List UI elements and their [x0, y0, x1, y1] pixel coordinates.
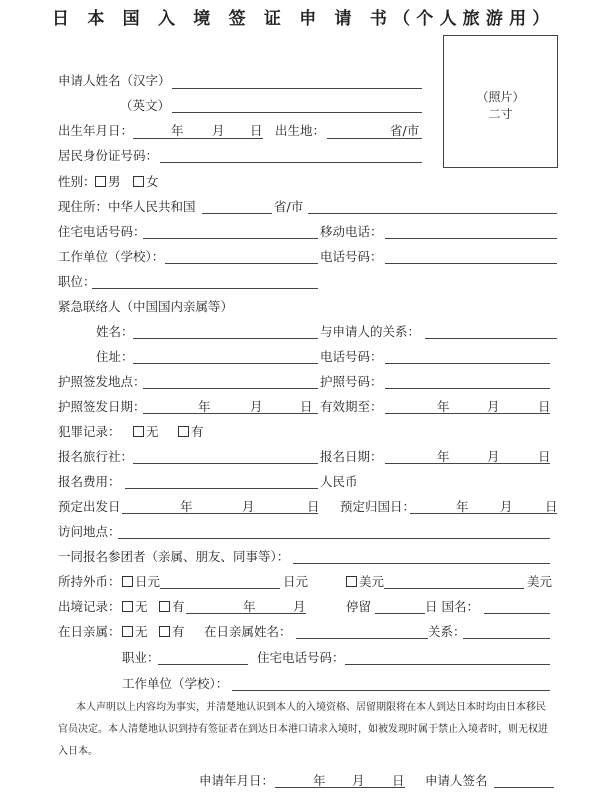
relative-job-field[interactable] [158, 664, 248, 665]
footer-apply-date-label: 申请年月日： [199, 773, 275, 788]
emergency-address-label: 住址： [96, 349, 134, 364]
home-phone-field[interactable] [143, 238, 318, 239]
unit-day: 日 [545, 499, 558, 514]
usd-option[interactable] [346, 574, 384, 590]
exit-have-option[interactable] [159, 599, 185, 615]
checkbox-icon [122, 601, 133, 612]
unit-year: 年 [437, 399, 450, 414]
stay-day-country-label: 日 国名： [425, 599, 479, 614]
unit-month: 月 [250, 399, 263, 414]
relative-name-label: 在日亲属姓名： [204, 624, 292, 639]
name-cn-label: 申请人姓名（汉字） [58, 73, 171, 88]
country-field[interactable] [484, 613, 550, 614]
agency-field[interactable] [133, 463, 318, 464]
residence-label: 现住所：中华人民共和国 [58, 199, 196, 214]
unit-month: 月 [212, 123, 225, 138]
declaration-line-2: 官员决定。本人清楚地认识到持有签证者在到达日本港口请求入境时，如被发现时属于禁止入境者时，则无权进 [58, 724, 548, 735]
companions-label: 一同报名参团者（亲属、朋友、同事等）： [58, 549, 290, 564]
valid-until-label: 有效期至： [320, 399, 383, 414]
checkbox-icon [159, 626, 170, 637]
none-label: 无 [135, 624, 148, 639]
agency-label: 报名旅行社： [58, 449, 134, 464]
none-label: 无 [135, 599, 148, 614]
unit-day: 日 [307, 499, 320, 514]
checkbox-icon [178, 426, 189, 437]
id-number-field[interactable] [160, 162, 422, 163]
gender-label: 性别： [58, 174, 96, 189]
gender-female-option[interactable] [133, 174, 159, 190]
declaration-line-1: 本人声明以上内容均为事实，并清楚地认识到本人的入境资格、居留期限将在本人到达日本时均由日本移民 [76, 702, 546, 713]
birth-place-label: 出生地： [275, 123, 326, 138]
signature-label: 申请人签名 [425, 773, 488, 788]
id-number-label: 居民身份证号码： [58, 148, 159, 163]
jpy-label: 日元 [135, 574, 161, 589]
have-label: 有 [191, 424, 204, 439]
criminal-none-option[interactable] [133, 424, 159, 440]
unit-month: 月 [293, 599, 306, 614]
unit-year: 年 [313, 773, 326, 788]
emergency-phone-label: 电话号码： [320, 349, 383, 364]
emergency-relation-label: 与申请人的关系： [320, 324, 421, 339]
emergency-address-field[interactable] [133, 363, 318, 364]
relative-job-label: 职业： [122, 650, 160, 665]
residence-province-field[interactable] [202, 213, 272, 214]
checkbox-icon [95, 176, 106, 187]
visit-label: 访问地点： [58, 524, 121, 539]
birth-date-field[interactable] [133, 138, 263, 139]
unit-year: 年 [171, 123, 184, 138]
depart-label: 预定出发日 [58, 499, 121, 514]
work-phone-label: 电话号码： [320, 249, 383, 264]
currency-label: 所持外币： [58, 574, 121, 589]
footer-apply-date-field[interactable] [275, 787, 405, 788]
fee-label: 报名费用： [58, 474, 121, 489]
unit-day: 日 [392, 773, 405, 788]
work-phone-field[interactable] [385, 263, 557, 264]
companions-field[interactable] [293, 563, 550, 564]
return-label: 预定归国日： [340, 499, 416, 514]
visit-field[interactable] [118, 538, 550, 539]
relationship-label: 关系： [428, 624, 466, 639]
signature-field[interactable] [494, 787, 554, 788]
depart-date-field[interactable] [122, 513, 318, 514]
unit-month: 月 [487, 399, 500, 414]
emergency-relation-field[interactable] [425, 338, 557, 339]
unit-day: 日 [538, 449, 551, 464]
usd-unit: 美元 [527, 574, 553, 589]
relative-home-phone-label: 住宅电话号码： [257, 650, 345, 665]
unit-day: 日 [300, 399, 313, 414]
name-en-label: （英文） [120, 98, 171, 113]
have-label: 有 [172, 599, 185, 614]
criminal-have-option[interactable] [178, 424, 204, 440]
jpy-amount-field[interactable] [160, 588, 280, 589]
female-label: 女 [146, 174, 159, 189]
return-date-field[interactable] [410, 513, 557, 514]
relationship-field[interactable] [463, 638, 550, 639]
relatives-have-option[interactable] [159, 624, 185, 640]
none-label: 无 [146, 424, 159, 439]
mobile-label: 移动电话： [320, 224, 383, 239]
exit-none-option[interactable] [122, 599, 148, 615]
work-unit-label: 工作单位（学校）： [58, 249, 165, 264]
checkbox-icon [346, 576, 357, 587]
unit-month: 月 [352, 773, 365, 788]
have-label: 有 [172, 624, 185, 639]
form-title: 日 本 国 入 境 签 证 申 请 书（个人旅游用） [52, 9, 556, 29]
photo-box [443, 35, 558, 168]
checkbox-icon [133, 176, 144, 187]
emergency-phone-field[interactable] [385, 363, 550, 364]
stay-label: 停留 [346, 599, 372, 614]
checkbox-icon [122, 626, 133, 637]
fee-field[interactable] [125, 488, 318, 489]
mobile-field[interactable] [385, 238, 557, 239]
unit-day: 日 [538, 399, 551, 414]
gender-male-option[interactable] [95, 174, 121, 190]
emergency-name-label: 姓名： [96, 324, 134, 339]
usd-amount-field[interactable] [384, 588, 524, 589]
jpy-option[interactable] [122, 574, 160, 590]
passport-place-label: 护照签发地点： [58, 374, 146, 389]
unit-year: 年 [456, 499, 469, 514]
apply-date-label: 报名日期： [320, 449, 383, 464]
position-label: 职位： [58, 274, 96, 289]
stay-days-field[interactable] [375, 613, 425, 614]
residence-address-field[interactable] [308, 213, 557, 214]
unit-month: 月 [242, 499, 255, 514]
usd-label: 美元 [359, 574, 385, 589]
home-phone-label: 住宅电话号码： [58, 224, 146, 239]
jpy-unit: 日元 [283, 574, 309, 589]
name-en-field[interactable] [172, 112, 422, 113]
relatives-label: 在日亲属： [58, 624, 121, 639]
apply-date-field[interactable] [385, 463, 550, 464]
passport-number-field[interactable] [385, 388, 550, 389]
unit-year: 年 [243, 599, 256, 614]
passport-number-label: 护照号码： [320, 374, 383, 389]
emergency-name-field[interactable] [133, 338, 318, 339]
position-field[interactable] [92, 288, 318, 289]
passport-date-label: 护照签发日期： [58, 399, 146, 414]
relative-name-field[interactable] [296, 638, 428, 639]
passport-date-field[interactable] [143, 413, 318, 414]
criminal-label: 犯罪记录： [58, 424, 121, 439]
relatives-none-option[interactable] [122, 624, 148, 640]
unit-month: 月 [487, 449, 500, 464]
relative-work-label: 工作单位（学校）： [122, 676, 229, 691]
relative-home-phone-field[interactable] [345, 664, 550, 665]
passport-place-field[interactable] [143, 388, 318, 389]
checkbox-icon [122, 576, 133, 587]
exit-record-label: 出境记录： [58, 599, 121, 614]
birth-place-unit: 省/市 [390, 123, 420, 138]
emergency-heading: 紧急联络人（中国国内亲属等） [58, 299, 234, 314]
birth-date-label: 出生年月日： [58, 123, 134, 138]
checkbox-icon [133, 426, 144, 437]
residence-province-unit: 省/市 [274, 199, 304, 214]
male-label: 男 [108, 174, 121, 189]
work-unit-field[interactable] [165, 263, 318, 264]
photo-label: （照片） [476, 90, 525, 104]
photo-size-label: 二寸 [488, 107, 513, 121]
declaration-line-3: 入日本。 [58, 746, 98, 757]
unit-year: 年 [437, 449, 450, 464]
unit-year: 年 [198, 399, 211, 414]
unit-year: 年 [180, 499, 193, 514]
relative-work-field[interactable] [232, 690, 550, 691]
fee-currency-label: 人民币 [320, 474, 358, 489]
unit-month: 月 [500, 499, 513, 514]
checkbox-icon [159, 601, 170, 612]
unit-day: 日 [250, 123, 263, 138]
name-cn-field[interactable] [172, 88, 422, 89]
valid-until-field[interactable] [385, 413, 550, 414]
